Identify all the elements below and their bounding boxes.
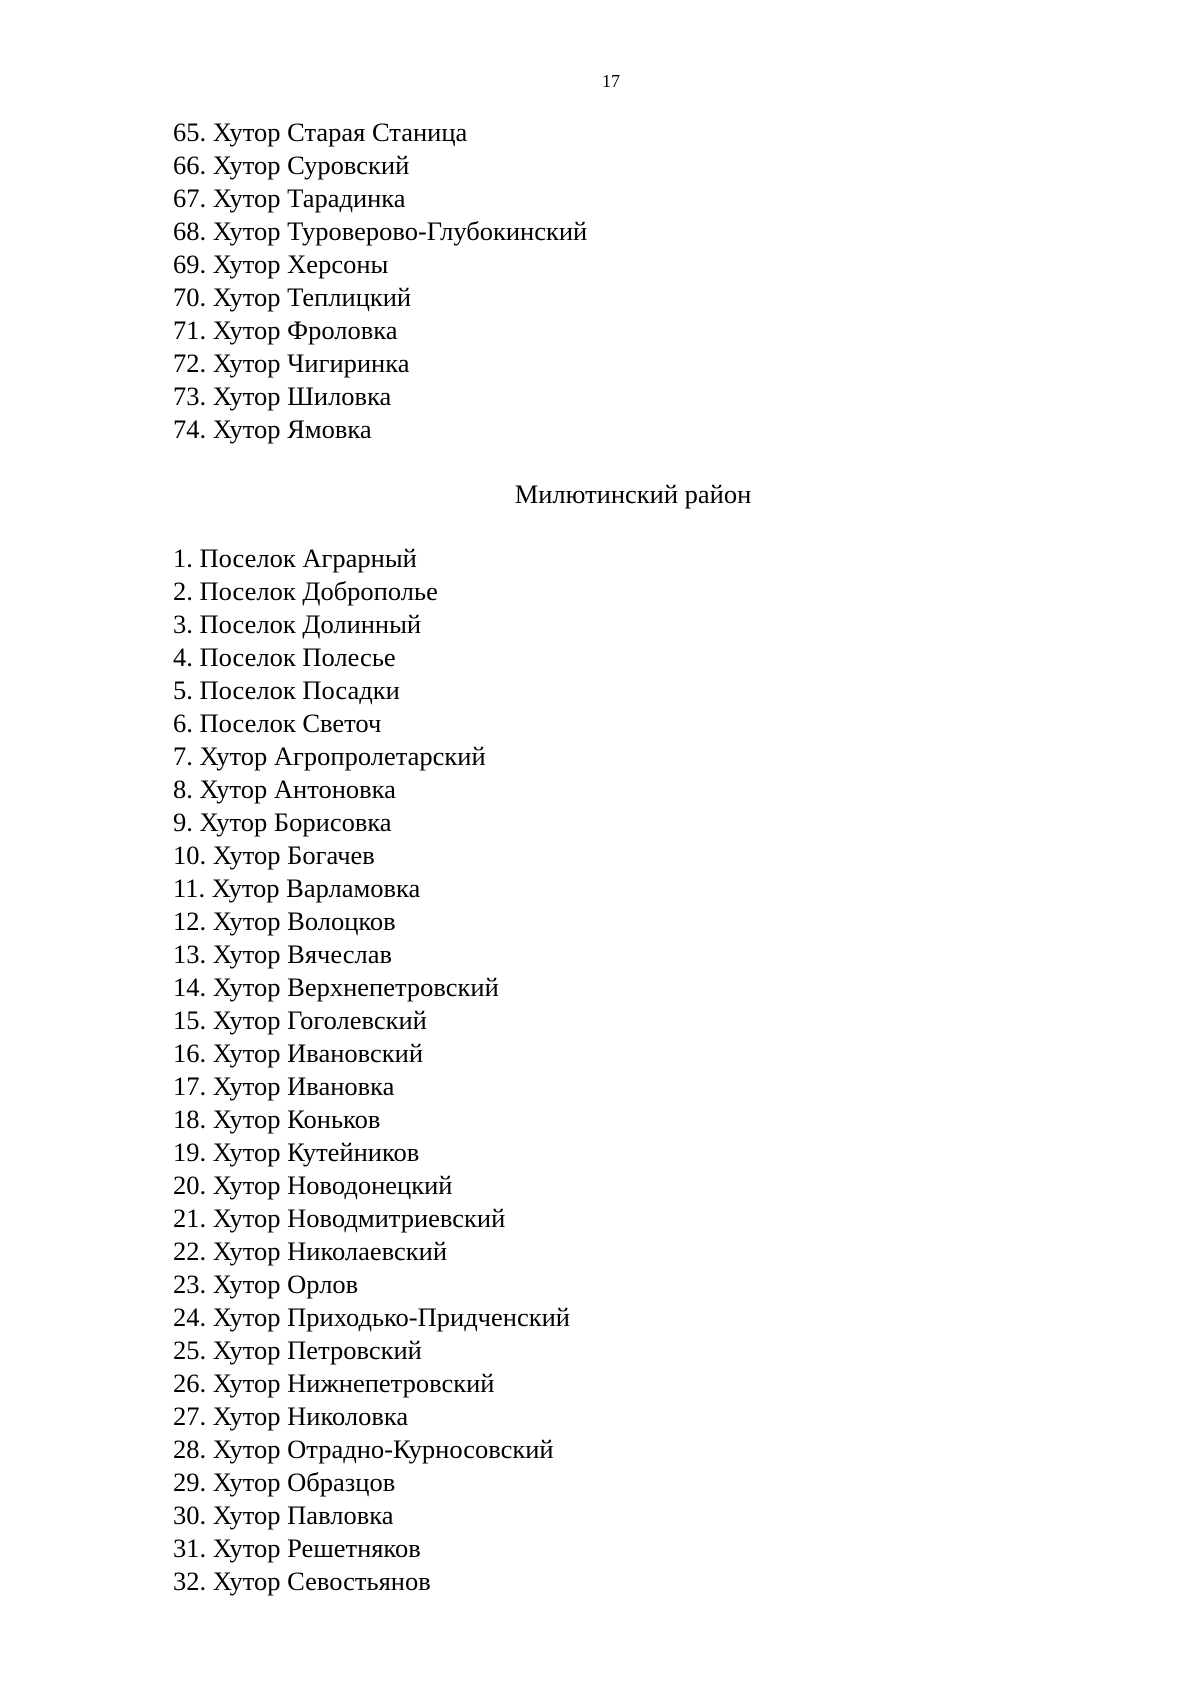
list-item: 68. Хутор Туроверово-Глубокинский	[173, 216, 588, 246]
list-item: 11. Хутор Варламовка	[173, 873, 421, 903]
list-item: 16. Хутор Ивановский	[173, 1038, 424, 1068]
list-item: 71. Хутор Фроловка	[173, 315, 398, 345]
list-item: 70. Хутор Теплицкий	[173, 282, 412, 312]
list-item: 17. Хутор Ивановка	[173, 1071, 395, 1101]
list-item: 69. Хутор Херсоны	[173, 249, 389, 279]
list-item: 30. Хутор Павловка	[173, 1500, 394, 1530]
list-item: 22. Хутор Николаевский	[173, 1236, 448, 1266]
list-item: 26. Хутор Нижнепетровский	[173, 1368, 495, 1398]
list-item: 8. Хутор Антоновка	[173, 774, 396, 804]
settlement-list-continued	[173, 116, 587, 446]
list-item: 29. Хутор Образцов	[173, 1467, 396, 1497]
page-number: 17	[602, 71, 620, 91]
list-item: 32. Хутор Севостьянов	[173, 1566, 431, 1596]
list-item: 72. Хутор Чигиринка	[173, 348, 410, 378]
list-item: 9. Хутор Борисовка	[173, 807, 392, 837]
list-item: 28. Хутор Отрадно-Курносовский	[173, 1434, 554, 1464]
list-item: 25. Хутор Петровский	[173, 1335, 422, 1365]
list-item: 23. Хутор Орлов	[173, 1269, 359, 1299]
list-item: 7. Хутор Агропролетарский	[173, 741, 486, 771]
list-item: 2. Поселок Доброполье	[173, 576, 438, 606]
list-item: 12. Хутор Волоцков	[173, 906, 396, 936]
list-item: 31. Хутор Решетняков	[173, 1533, 421, 1563]
list-item: 10. Хутор Богачев	[173, 840, 375, 870]
list-item: 67. Хутор Тарадинка	[173, 183, 406, 213]
list-item: 14. Хутор Верхнепетровский	[173, 972, 499, 1002]
list-item: 19. Хутор Кутейников	[173, 1137, 420, 1167]
section-heading: Милютинский район	[514, 479, 752, 509]
list-item: 24. Хутор Приходько-Придченский	[173, 1302, 570, 1332]
list-item: 13. Хутор Вячеслав	[173, 939, 393, 969]
list-item: 66. Хутор Суровский	[173, 150, 410, 180]
list-item: 18. Хутор Коньков	[173, 1104, 381, 1134]
list-item: 15. Хутор Гоголевский	[173, 1005, 427, 1035]
list-item: 3. Поселок Долинный	[173, 609, 422, 639]
list-item: 4. Поселок Полесье	[173, 642, 396, 672]
list-item: 65. Хутор Старая Станица	[173, 117, 468, 147]
list-item: 74. Хутор Ямовка	[173, 414, 372, 444]
list-item: 73. Хутор Шиловка	[173, 381, 392, 411]
settlement-list	[173, 542, 570, 1598]
list-item: 21. Хутор Новодмитриевский	[173, 1203, 506, 1233]
list-item: 1. Поселок Аграрный	[173, 543, 417, 573]
list-item: 27. Хутор Николовка	[173, 1401, 409, 1431]
list-item: 20. Хутор Новодонецкий	[173, 1170, 453, 1200]
list-item: 6. Поселок Светоч	[173, 708, 382, 738]
list-item: 5. Поселок Посадки	[173, 675, 400, 705]
